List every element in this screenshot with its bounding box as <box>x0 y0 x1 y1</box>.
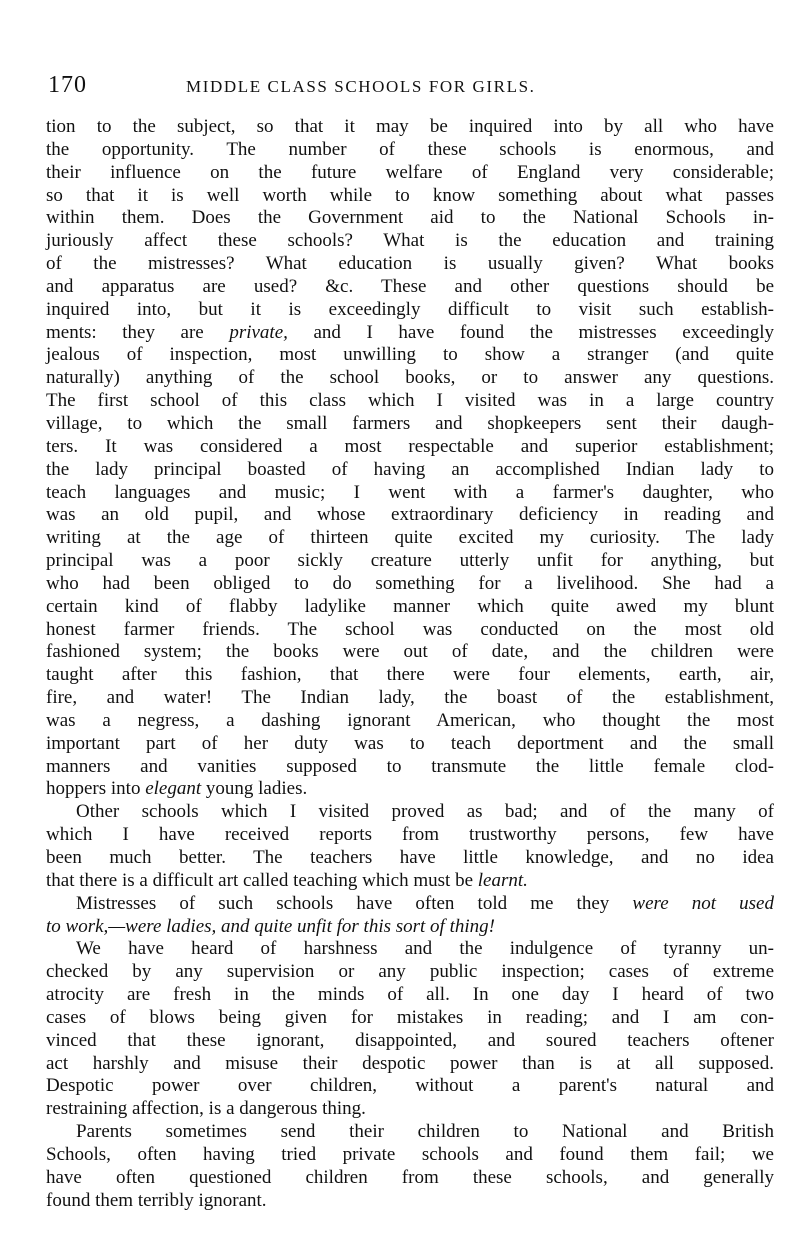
italic-text: were not used <box>632 892 774 914</box>
text-line: restraining affection, is a dangerous thing. <box>46 1098 366 1120</box>
italic-text: learnt. <box>477 869 528 891</box>
text-line: teach languages and music; I went with a farmer's daughter, who <box>46 481 774 503</box>
text-line: juriously affect these schools? What is the education and training <box>46 230 774 252</box>
text-line <box>46 322 774 345</box>
text-line: honest farmer friends. The school was conducted on the most old <box>46 618 774 640</box>
text-line: naturally) anything of the school books, or to answer any questions. <box>46 367 774 389</box>
text-line: within them. Does the Government aid to the National Schools in- <box>46 207 774 229</box>
text-line: the opportunity. The number of these schools is enormous, and <box>46 138 774 160</box>
running-title: MIDDLE CLASS SCHOOLS FOR GIRLS. <box>186 77 536 96</box>
text-line: who had been obliged to do something for a livelihood. She had a <box>46 572 774 594</box>
text-segment: that there is a difficult art called teaching which must be <box>46 869 478 891</box>
text-segment: young ladies. <box>201 778 308 800</box>
text-line: manners and vanities supposed to transmute the little female clod- <box>46 755 774 777</box>
text-line: writing at the age of thirteen quite excited my curiosity. The lady <box>46 527 774 549</box>
text-line: so that it is well worth while to know something about what passes <box>46 184 774 206</box>
text-line: vinced that these ignorant, disappointed, and soured teachers oftener <box>46 1029 774 1051</box>
text-line: of the mistresses? What education is usually given? What books <box>46 253 774 275</box>
text-line <box>46 893 774 916</box>
text-line: atrocity are fresh in the minds of all. In one day I heard of two <box>46 984 774 1006</box>
text-line: found them terribly ignorant. <box>46 1189 267 1211</box>
text-line: was a negress, a dashing ignorant American, who thought the most <box>46 709 774 731</box>
text-line: and apparatus are used? &c. These and other questions should be <box>46 275 774 297</box>
text-line <box>46 870 774 893</box>
text-line <box>46 916 774 939</box>
italic-text: to work,—were ladies, and quite unfit for this sort of thing! <box>46 915 495 937</box>
text-line: The first school of this class which I visited was in a large country <box>46 390 774 412</box>
text-line: was an old pupil, and whose extraordinary deficiency in reading and <box>46 504 774 526</box>
text-line: certain kind of flabby ladylike manner which quite awed my blunt <box>46 595 774 617</box>
italic-text: elegant <box>145 778 202 800</box>
italic-text: private, <box>229 321 288 343</box>
text-line: their influence on the future welfare of England very considerable; <box>46 161 774 183</box>
text-line: inquired into, but it is exceedingly difficult to visit such establish- <box>46 298 774 320</box>
text-line: have often questioned children from these schools, and generally <box>46 1166 774 1188</box>
text-segment: Mistresses of such schools have often told me they <box>76 892 633 914</box>
text-line: Despotic power over children, without a parent's natural and <box>46 1075 774 1097</box>
text-line: the lady principal boasted of having an accomplished Indian lady to <box>46 458 774 480</box>
text-line: Schools, often having tried private schools and found them fail; we <box>46 1143 774 1165</box>
text-line: important part of her duty was to teach deportment and the small <box>46 732 774 754</box>
text-line: Parents sometimes send their children to National and British <box>76 1121 774 1143</box>
text-line: tion to the subject, so that it may be inquired into by all who have <box>46 116 774 137</box>
text-line: We have heard of harshness and the indulgence of tyranny un- <box>76 938 774 960</box>
text-segment: and I have found the mistresses exceedingly <box>287 321 774 343</box>
text-line: Other schools which I visited proved as bad; and of the many of <box>76 801 774 823</box>
text-line: fire, and water! The Indian lady, the boast of the establishment, <box>46 687 774 709</box>
text-line: act harshly and misuse their despotic power than is at all supposed. <box>46 1052 774 1074</box>
text-segment: ments: they are <box>46 321 230 343</box>
text-line: which I have received reports from trustworthy persons, few have <box>46 824 774 846</box>
text-line: checked by any supervision or any public inspection; cases of extreme <box>46 961 774 983</box>
text-line: ters. It was considered a most respectable and superior establishment; <box>46 435 774 457</box>
text-line: fashioned system; the books were out of date, and the children were <box>46 641 774 663</box>
text-line: principal was a poor sickly creature utterly unfit for anything, but <box>46 550 774 572</box>
text-line: village, to which the small farmers and shopkeepers sent their daugh- <box>46 412 774 434</box>
text-line <box>46 778 774 801</box>
text-line: jealous of inspection, most unwilling to show a stranger (and quite <box>46 344 774 366</box>
page-header <box>48 72 768 106</box>
text-segment: hoppers into <box>46 778 146 800</box>
text-line: taught after this fashion, that there were four elements, earth, air, <box>46 664 774 686</box>
text-line: cases of blows being given for mistakes in reading; and I am con- <box>46 1006 774 1028</box>
body-text <box>46 116 774 1213</box>
page-number: 170 <box>48 72 87 98</box>
text-line: been much better. The teachers have little knowledge, and no idea <box>46 847 774 868</box>
